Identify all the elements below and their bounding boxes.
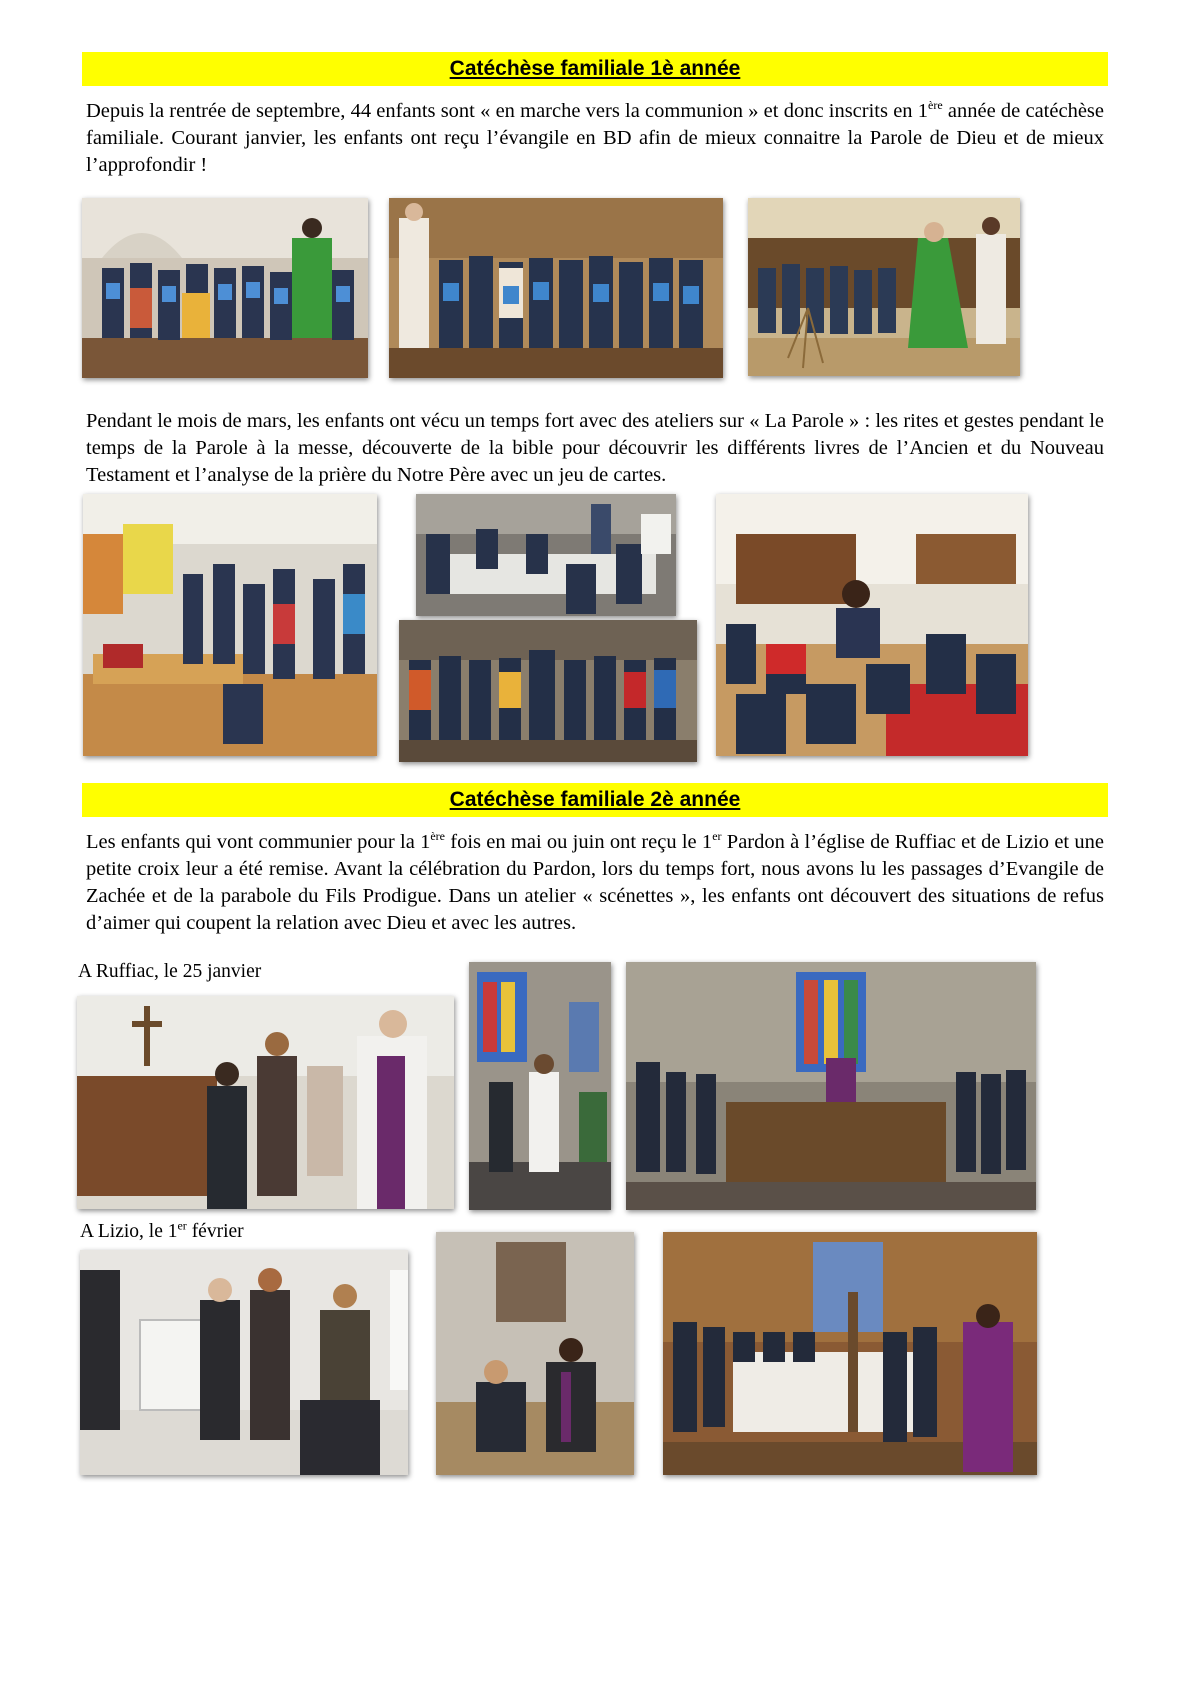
section-2-paragraph-1 xyxy=(86,829,1104,937)
photo-classroom-workshop xyxy=(83,494,377,756)
section-1-title: Catéchèse familiale 1è année xyxy=(449,57,741,80)
superscript: er xyxy=(177,1218,187,1233)
section-2-banner xyxy=(82,783,1108,817)
section-2-title: Catéchèse familiale 2è année xyxy=(449,788,741,811)
photo-children-with-priest-altar xyxy=(748,198,1020,376)
section-1-paragraph-1 xyxy=(86,98,1104,179)
photo-ruffiac-reading-priest xyxy=(77,996,454,1209)
text-run: A Lizio, le 1 xyxy=(80,1221,178,1242)
section-1-paragraph-2 xyxy=(86,408,1104,489)
photo-ruffiac-altar-group xyxy=(626,962,1036,1210)
photo-lizio-scenette xyxy=(80,1250,408,1475)
caption-lizio xyxy=(80,1220,244,1244)
superscript: ère xyxy=(430,829,445,844)
photo-ruffiac-stained-glass-window xyxy=(469,962,611,1210)
text-run: fois en mai ou juin ont reçu le 1 xyxy=(444,831,713,853)
photo-children-seated-church-floor xyxy=(716,494,1028,756)
photo-children-group-chapel xyxy=(399,620,697,762)
text-run: A Ruffiac, le 25 janvier xyxy=(78,961,262,982)
photo-children-with-gospel-books-2 xyxy=(389,198,723,378)
superscript: er xyxy=(712,829,722,844)
text-run: Pardon à l’église de Ruffiac et de Lizio et une petite croix leur a été remise. Avant la célébration du Pardon, lors du temps fort, nous avons lu les passages d’Evangile de Zachée et de la parabole du Fils Prodigue. Dans un atelier « scénettes », les enfants ont découvert des situations de refus d’aimer qui coupent la relation avec Dieu et avec les autres. xyxy=(86,831,1104,934)
text-run: février xyxy=(186,1221,244,1242)
text-run: Les enfants qui vont communier pour la 1 xyxy=(86,831,431,853)
photo-children-with-gospel-books-1 xyxy=(82,198,368,378)
text-run: Depuis la rentrée de septembre, 44 enfants sont « en marche vers la communion » et donc inscrits en 1 xyxy=(86,100,929,122)
photo-lizio-altar-group xyxy=(663,1232,1037,1475)
text-run: année de catéchèse familiale. Courant janvier, les enfants ont reçu l’évangile en BD afin de mieux connaitre la Parole de Dieu et de mieux l’approfondir ! xyxy=(86,100,1104,176)
text-run: Pendant le mois de mars, les enfants ont vécu un temps fort avec des ateliers sur « La Parole » : les rites et gestes pendant le temps de la Parole à la messe, découverte de la bible pour découvrir les différents livres de l’Ancien et du Nouveau Testament et l’analyse de la prière du Notre Père avec un jeu de cartes. xyxy=(86,410,1104,486)
photo-lizio-confession xyxy=(436,1232,634,1475)
superscript: ère xyxy=(928,98,943,113)
photo-children-table-cards xyxy=(416,494,676,616)
caption-ruffiac xyxy=(78,960,261,984)
section-1-banner xyxy=(82,52,1108,86)
